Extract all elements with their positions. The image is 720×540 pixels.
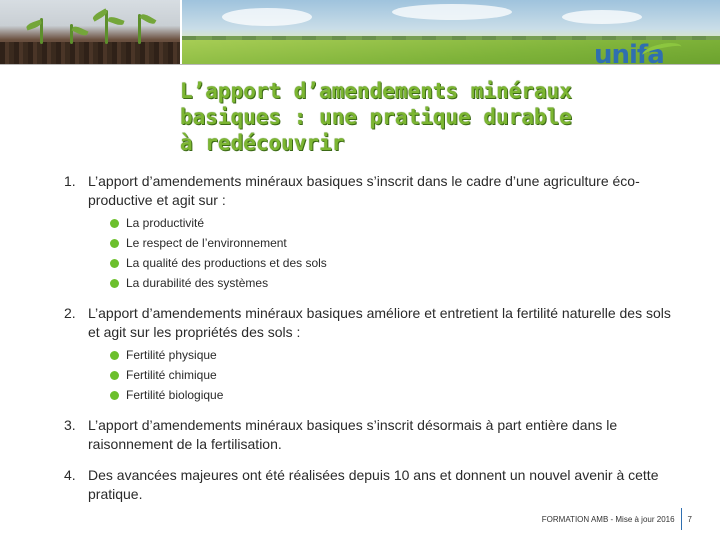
- point-text: L’apport d’amendements minéraux basiques s’inscrit dans le cadre d’une agriculture éco-productive et agit sur :: [88, 173, 640, 208]
- list-item: La qualité des productions et des sols: [110, 253, 684, 273]
- logo-text: unifa: [594, 40, 664, 70]
- green-dot-bullet-icon: [110, 351, 119, 360]
- title-line: basiques : une pratique durable: [180, 105, 572, 129]
- numbered-point: [64, 304, 684, 405]
- point-number: 1.: [64, 173, 76, 189]
- title-line: à redécouvrir: [180, 131, 345, 155]
- footer-text: FORMATION AMB - Mise à jour 2016: [541, 514, 675, 524]
- numbered-point: [64, 416, 684, 454]
- point-text: L’apport d’amendements minéraux basiques s’inscrit désormais à part entière dans le raisonnement de la fertilisation.: [88, 417, 618, 452]
- list-item: Fertilité biologique: [110, 385, 684, 405]
- point-number: 3.: [64, 417, 76, 433]
- green-dot-bullet-icon: [110, 391, 119, 400]
- list-item: La durabilité des systèmes: [110, 273, 684, 293]
- unifa-logo: [590, 40, 690, 74]
- list-item: Fertilité chimique: [110, 365, 684, 385]
- green-dot-bullet-icon: [110, 371, 119, 380]
- green-dot-bullet-icon: [110, 279, 119, 288]
- list-item: Le respect de l’environnement: [110, 233, 684, 253]
- green-dot-bullet-icon: [110, 239, 119, 248]
- header-image-seedlings: [0, 0, 180, 64]
- point-text: Des avancées majeures ont été réalisées depuis 10 ans et donnent un nouvel avenir à cette pratique.: [88, 467, 659, 502]
- slide-content: [64, 172, 684, 504]
- green-dot-bullet-icon: [110, 259, 119, 268]
- numbered-point: [64, 466, 684, 504]
- footer: [542, 508, 692, 530]
- point-number: 4.: [64, 467, 76, 483]
- bullet-list: [110, 345, 684, 405]
- title-line: L’apport d’amendements minéraux: [180, 79, 572, 103]
- list-item: Fertilité physique: [110, 345, 684, 365]
- bullet-list: [110, 213, 684, 293]
- green-dot-bullet-icon: [110, 219, 119, 228]
- slide-title: [180, 78, 680, 156]
- point-number: 2.: [64, 305, 76, 321]
- list-item: La productivité: [110, 213, 684, 233]
- footer-divider: [681, 508, 682, 530]
- page-number: 7: [687, 514, 692, 524]
- numbered-point: [64, 172, 684, 293]
- point-text: L’apport d’amendements minéraux basiques améliore et entretient la fertilité naturelle des sols et agit sur les propriétés des sols :: [88, 305, 671, 340]
